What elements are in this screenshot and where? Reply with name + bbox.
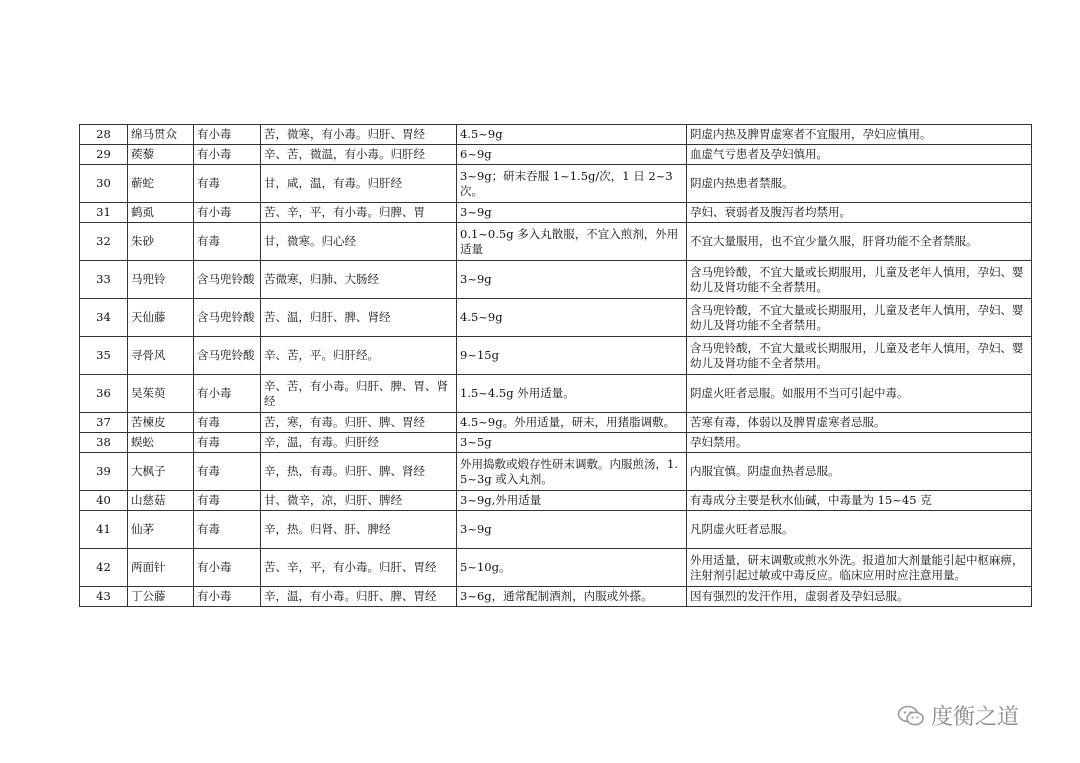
caution: 含马兜铃酸，不宜大量或长期服用，儿童及老年人慎用，孕妇、婴幼儿及肾功能不全者禁用。 xyxy=(687,299,1032,337)
property: 苦微寒，归肺、大肠经 xyxy=(261,261,457,299)
table-row xyxy=(80,375,1032,413)
table-row xyxy=(80,337,1032,375)
table-row xyxy=(80,433,1032,453)
property: 辛，热。归肾、肝、脾经 xyxy=(261,511,457,549)
property: 甘，微寒。归心经 xyxy=(261,223,457,261)
caution: 不宜大量服用，也不宜少量久服，肝肾功能不全者禁服。 xyxy=(687,223,1032,261)
caution: 阴虚火旺者忌服。如服用不当可引起中毒。 xyxy=(687,375,1032,413)
dosage: 6~9g xyxy=(457,145,687,165)
row-number: 36 xyxy=(80,375,128,413)
herb-name: 马兜铃 xyxy=(128,261,194,299)
caution: 有毒成分主要是秋水仙碱，中毒量为 15~45 克 xyxy=(687,491,1032,511)
caution: 内服宜慎。阴虚血热者忌服。 xyxy=(687,453,1032,491)
property: 甘、微辛，凉，归肝、脾经 xyxy=(261,491,457,511)
herb-name: 绵马贯众 xyxy=(128,125,194,145)
toxicity: 有小毒 xyxy=(194,145,261,165)
herb-name: 山慈菇 xyxy=(128,491,194,511)
table-row xyxy=(80,587,1032,607)
herb-name: 两面针 xyxy=(128,549,194,587)
row-number: 31 xyxy=(80,203,128,223)
toxicity: 有毒 xyxy=(194,433,261,453)
caution: 外用适量，研末调敷或煎水外洗。报道加大剂量能引起中枢麻痹，注射剂引起过敏或中毒反应。临床应用时应注意用量。 xyxy=(687,549,1032,587)
caution: 孕妇、衰弱者及腹泻者均禁用。 xyxy=(687,203,1032,223)
dosage: 4.5~9g xyxy=(457,125,687,145)
toxicity: 有毒 xyxy=(194,491,261,511)
row-number: 30 xyxy=(80,165,128,203)
row-number: 37 xyxy=(80,413,128,433)
dosage: 3~5g xyxy=(457,433,687,453)
toxicity: 有毒 xyxy=(194,511,261,549)
herb-name: 苦楝皮 xyxy=(128,413,194,433)
row-number: 34 xyxy=(80,299,128,337)
table-row xyxy=(80,125,1032,145)
wechat-icon xyxy=(897,704,925,728)
row-number: 38 xyxy=(80,433,128,453)
property: 苦、温，归肝、脾、肾经 xyxy=(261,299,457,337)
herb-name: 鹤虱 xyxy=(128,203,194,223)
property: 甘，咸，温，有毒。归肝经 xyxy=(261,165,457,203)
herb-name: 寻骨风 xyxy=(128,337,194,375)
herb-name: 大枫子 xyxy=(128,453,194,491)
property: 辛，温，有小毒。归肝、脾、胃经 xyxy=(261,587,457,607)
toxicity: 有小毒 xyxy=(194,125,261,145)
table-row xyxy=(80,453,1032,491)
dosage: 0.1~0.5g 多入丸散服，不宜入煎剂，外用适量 xyxy=(457,223,687,261)
caution: 因有强烈的发汗作用，虚弱者及孕妇忌服。 xyxy=(687,587,1032,607)
property: 辛，热，有毒。归肝、脾、肾经 xyxy=(261,453,457,491)
row-number: 43 xyxy=(80,587,128,607)
caution: 孕妇禁用。 xyxy=(687,433,1032,453)
herb-name: 吴茱萸 xyxy=(128,375,194,413)
dosage: 4.5~9g xyxy=(457,299,687,337)
caution: 阴虚内热及脾胃虚寒者不宜服用，孕妇应慎用。 xyxy=(687,125,1032,145)
toxicity: 含马兜铃酸 xyxy=(194,337,261,375)
row-number: 29 xyxy=(80,145,128,165)
toxicity: 有毒 xyxy=(194,413,261,433)
property: 苦，寒，有毒。归肝、脾、胃经 xyxy=(261,413,457,433)
table-row xyxy=(80,491,1032,511)
row-number: 39 xyxy=(80,453,128,491)
dosage: 9~15g xyxy=(457,337,687,375)
toxicity: 有小毒 xyxy=(194,549,261,587)
herb-name: 蒺藜 xyxy=(128,145,194,165)
toxicity: 有毒 xyxy=(194,453,261,491)
herb-name: 丁公藤 xyxy=(128,587,194,607)
row-number: 32 xyxy=(80,223,128,261)
herb-name: 仙茅 xyxy=(128,511,194,549)
herb-toxicity-table xyxy=(79,124,1032,607)
property: 辛、苦，平。归肝经。 xyxy=(261,337,457,375)
row-number: 33 xyxy=(80,261,128,299)
toxicity: 有毒 xyxy=(194,223,261,261)
caution: 苦寒有毒，体弱以及脾胃虚寒者忌服。 xyxy=(687,413,1032,433)
row-number: 40 xyxy=(80,491,128,511)
table-row xyxy=(80,223,1032,261)
table-row xyxy=(80,413,1032,433)
toxicity: 有小毒 xyxy=(194,375,261,413)
table-row xyxy=(80,165,1032,203)
watermark-text: 度衡之道 xyxy=(931,705,1020,730)
toxicity: 有毒 xyxy=(194,165,261,203)
property: 苦、辛，平，有小毒。归脾、胃 xyxy=(261,203,457,223)
table-row xyxy=(80,145,1032,165)
property: 苦、辛，平，有小毒。归肝、胃经 xyxy=(261,549,457,587)
caution: 含马兜铃酸，不宜大量或长期服用，儿童及老年人慎用，孕妇、婴幼儿及肾功能不全者禁用。 xyxy=(687,261,1032,299)
caution: 含马兜铃酸，不宜大量或长期服用，儿童及老年人慎用，孕妇、婴幼儿及肾功能不全者禁用。 xyxy=(687,337,1032,375)
toxicity: 有小毒 xyxy=(194,587,261,607)
table-row xyxy=(80,203,1032,223)
dosage: 1.5~4.5g 外用适量。 xyxy=(457,375,687,413)
toxicity: 含马兜铃酸 xyxy=(194,299,261,337)
dosage: 5~10g。 xyxy=(457,549,687,587)
dosage: 外用捣敷或煅存性研末调敷。内服煎汤，1.5~3g 或入丸剂。 xyxy=(457,453,687,491)
dosage: 3~6g，通常配制酒剂，内服或外搽。 xyxy=(457,587,687,607)
property: 辛、苦，微温，有小毒。归肝经 xyxy=(261,145,457,165)
herb-name: 天仙藤 xyxy=(128,299,194,337)
herb-name: 朱砂 xyxy=(128,223,194,261)
dosage: 3~9g xyxy=(457,261,687,299)
dosage: 3~9g xyxy=(457,511,687,549)
property: 辛、苦，有小毒。归肝、脾、胃、肾经 xyxy=(261,375,457,413)
row-number: 35 xyxy=(80,337,128,375)
herb-name: 蜈蚣 xyxy=(128,433,194,453)
dosage: 3~9g xyxy=(457,203,687,223)
herb-name: 蕲蛇 xyxy=(128,165,194,203)
row-number: 42 xyxy=(80,549,128,587)
caution: 血虚气亏患者及孕妇慎用。 xyxy=(687,145,1032,165)
table-row xyxy=(80,549,1032,587)
dosage: 3~9g；研末吞服 1~1.5g/次，1 日 2~3 次。 xyxy=(457,165,687,203)
dosage: 4.5~9g。外用适量，研末，用猪脂调敷。 xyxy=(457,413,687,433)
caution: 凡阴虚火旺者忌服。 xyxy=(687,511,1032,549)
row-number: 28 xyxy=(80,125,128,145)
dosage: 3~9g,外用适量 xyxy=(457,491,687,511)
property: 辛，温，有毒。归肝经 xyxy=(261,433,457,453)
row-number: 41 xyxy=(80,511,128,549)
caution: 阴虚内热患者禁服。 xyxy=(687,165,1032,203)
watermark xyxy=(897,700,1019,731)
table-row xyxy=(80,299,1032,337)
toxicity: 含马兜铃酸 xyxy=(194,261,261,299)
table-row xyxy=(80,261,1032,299)
table-row xyxy=(80,511,1032,549)
toxicity: 有小毒 xyxy=(194,203,261,223)
property: 苦，微寒，有小毒。归肝、胃经 xyxy=(261,125,457,145)
